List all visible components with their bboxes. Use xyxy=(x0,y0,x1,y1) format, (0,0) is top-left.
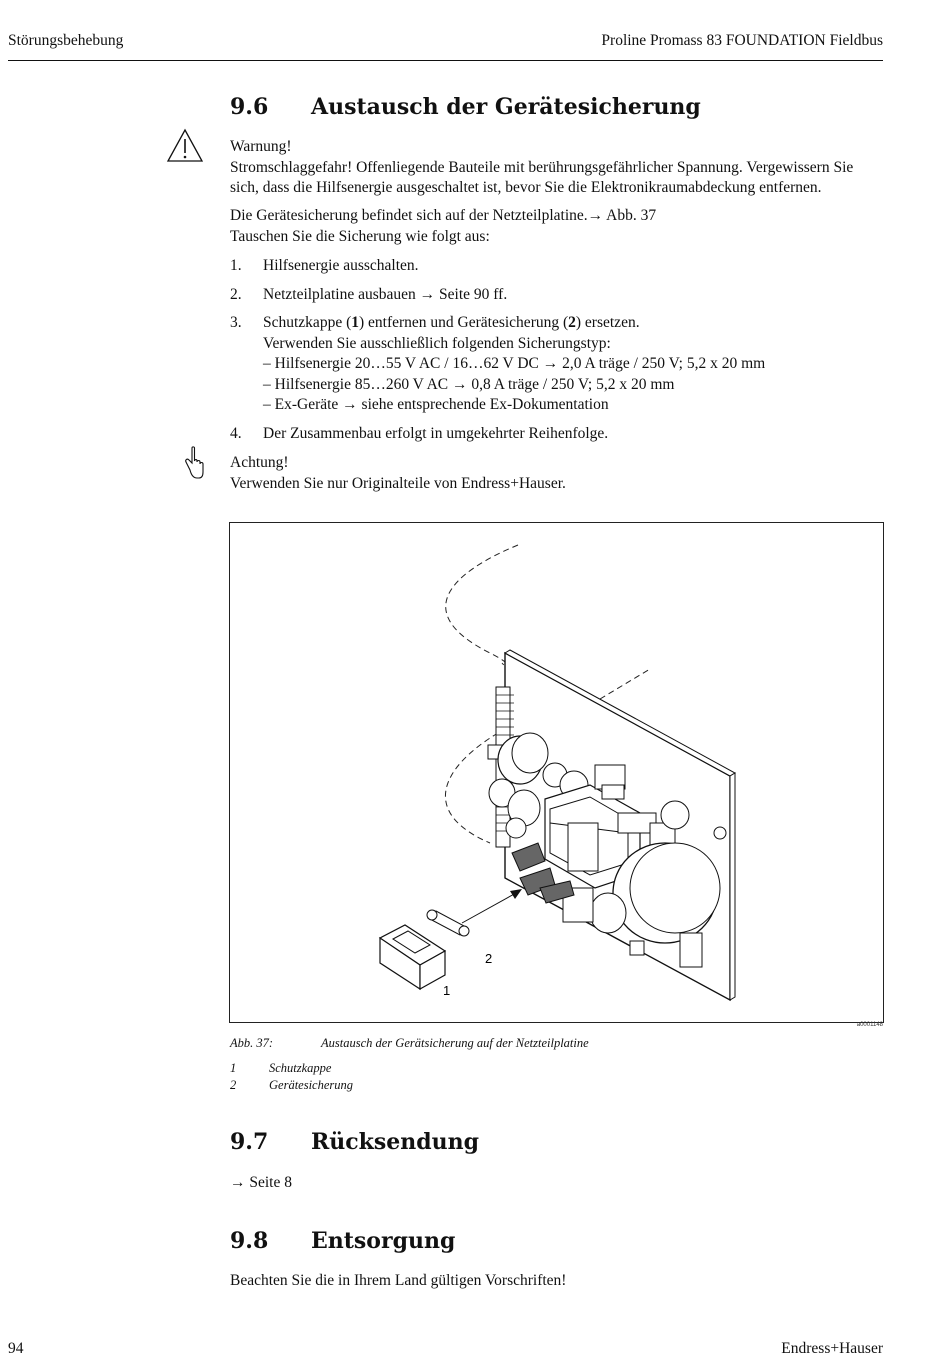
running-header-right: Proline Promass 83 FOUNDATION Fieldbus xyxy=(601,32,883,49)
warning-text: Stromschlaggefahr! Offenliegende Bauteile mit berührungsgefährlicher Spannung. Vergewissern Sie sich, dass die Hilfsenergie ausgeschaltet ist, bevor Sie die Elektronikraumabdeckung entfernen. xyxy=(230,158,854,196)
section-number: 9.8 xyxy=(230,1228,269,1254)
step-text: Der Zusammenbau erfolgt in umgekehrter Reihenfolge. xyxy=(263,425,609,442)
caution-title: Achtung! xyxy=(230,454,289,471)
section-title: Entsorgung xyxy=(311,1228,456,1254)
section-number: 9.7 xyxy=(230,1129,269,1155)
step-1 xyxy=(230,256,885,277)
step-text: Netzteilplatine ausbauen → Seite 90 ff. xyxy=(263,286,508,303)
power-board-illustration xyxy=(230,523,883,1022)
section-number: 9.6 xyxy=(230,94,269,120)
running-header-left: Störungsbehebung xyxy=(8,32,124,49)
ref-2: 2 xyxy=(568,314,576,331)
legend-item xyxy=(230,1078,353,1093)
intro-line-1: Die Gerätesicherung befindet sich auf der Netzteilplatine.→ Abb. 37 xyxy=(230,207,657,224)
step-2 xyxy=(230,285,885,306)
legend-text: Gerätesicherung xyxy=(269,1078,354,1092)
step-text: Hilfsenergie ausschalten. xyxy=(263,257,419,274)
caution-hand-icon xyxy=(183,446,205,482)
step-text-part: ) entfernen und Gerätesicherung ( xyxy=(358,314,569,331)
section-title: Rücksendung xyxy=(311,1129,480,1155)
section-9-8 xyxy=(230,1228,885,1254)
fuse-type-3: – Ex-Geräte → siehe entsprechende Ex-Dokumentation xyxy=(263,396,609,413)
section-9-8-text: Beachten Sie die in Ihrem Land gültigen Vorschriften! xyxy=(230,1272,567,1289)
step-text xyxy=(263,313,885,334)
warning-block xyxy=(230,137,885,199)
legend-number: 1 xyxy=(230,1061,237,1075)
caption-text: Austausch der Gerätsicherung auf der Netzteilplatine xyxy=(321,1036,589,1050)
warning-title: Warnung! xyxy=(230,138,292,155)
step-number: 2. xyxy=(230,286,242,303)
legend-item xyxy=(230,1061,331,1076)
step-text-part: Schutzkappe ( xyxy=(263,314,352,331)
fuse-type-1: – Hilfsenergie 20…55 V AC / 16…62 V DC → 2,0 A träge / 250 V; 5,2 x 20 mm xyxy=(263,355,766,372)
caption-number: Abb. 37: xyxy=(230,1036,274,1050)
figure-label-1: 1 xyxy=(443,983,451,998)
footer-brand: Endress+Hauser xyxy=(781,1340,883,1357)
step-4 xyxy=(230,424,885,445)
header-rule xyxy=(8,60,883,61)
section-9-7 xyxy=(230,1129,885,1155)
section-9-7-text: → Seite 8 xyxy=(230,1174,292,1191)
step-number: 3. xyxy=(230,314,242,331)
fuse-type-intro: Verwenden Sie ausschließlich folgenden Sicherungstyp: xyxy=(263,334,611,352)
fuse-type-2: – Hilfsenergie 85…260 V AC → 0,8 A träge / 250 V; 5,2 x 20 mm xyxy=(263,375,675,393)
step-number: 1. xyxy=(230,257,242,274)
section-heading xyxy=(230,1228,885,1254)
ref-1: 1 xyxy=(351,314,359,331)
figure-37 xyxy=(229,522,884,1023)
intro-line-2: Tauschen Sie die Sicherung wie folgt aus: xyxy=(230,227,490,245)
section-title: Austausch der Gerätesicherung xyxy=(311,94,701,120)
step-text-part: ) ersetzen. xyxy=(575,314,640,331)
section-9-6 xyxy=(230,94,885,120)
figure-id: a0001148 xyxy=(856,1022,883,1028)
caution-text: Verwenden Sie nur Originalteile von Endress+Hauser. xyxy=(230,474,566,492)
warning-triangle-icon xyxy=(166,128,204,164)
caution-block xyxy=(230,453,885,494)
legend-number: 2 xyxy=(230,1078,237,1092)
section-heading xyxy=(230,1129,885,1155)
page-number: 94 xyxy=(8,1340,24,1357)
figure-label-2: 2 xyxy=(485,951,493,966)
figure-caption xyxy=(230,1036,589,1051)
step-3 xyxy=(230,313,885,416)
section-heading xyxy=(230,94,885,120)
intro-block xyxy=(230,206,885,247)
legend-text: Schutzkappe xyxy=(269,1061,332,1075)
step-number: 4. xyxy=(230,425,242,442)
